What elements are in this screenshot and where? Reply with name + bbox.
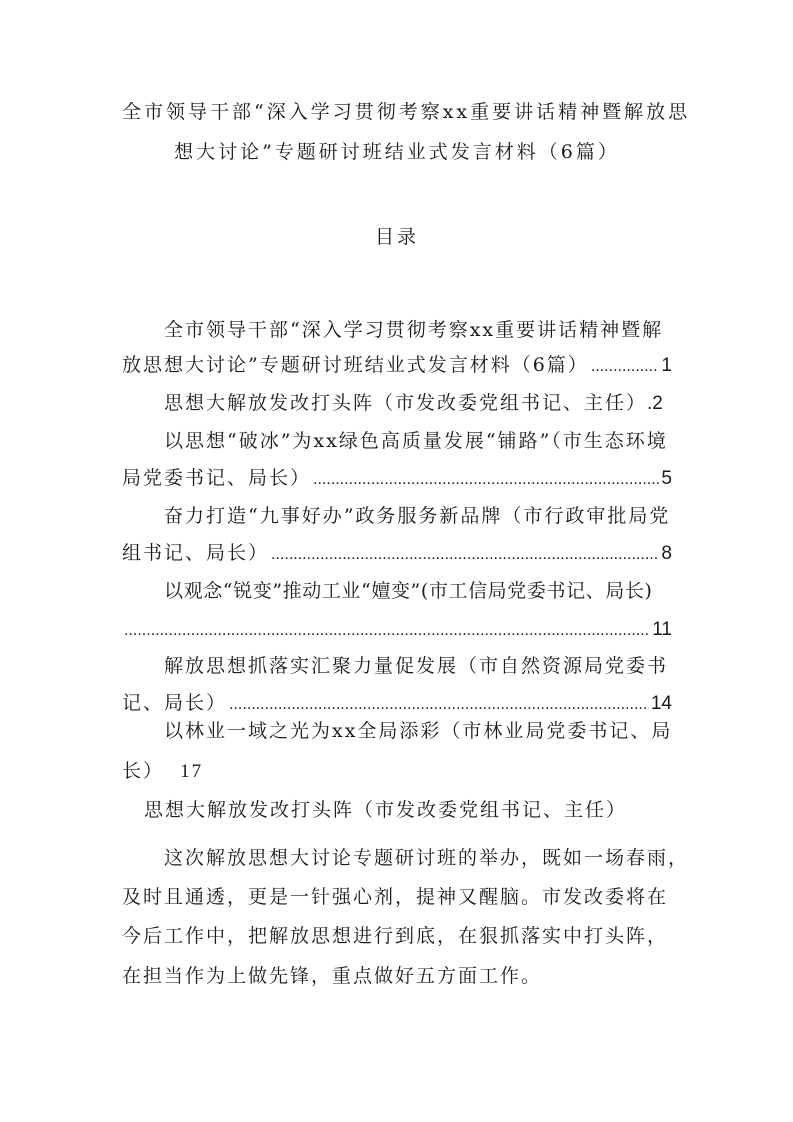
paragraph-line: 这次解放思想大讨论专题研讨班的举办，既如一场春雨， xyxy=(164,847,690,869)
toc-entry-3-line-2[interactable] xyxy=(122,465,672,491)
toc-entry-1-line-1[interactable]: 全市领导干部“深入学习贯彻考察xx重要讲话精神暨解 xyxy=(164,319,664,341)
toc-text: 记、局长） xyxy=(122,692,228,714)
leader-dots xyxy=(124,616,650,644)
leader-dots xyxy=(313,465,659,493)
toc-text: 组书记、局长） xyxy=(122,542,270,564)
toc-page-number: 17 xyxy=(180,761,204,782)
toc-entry-4-line-2[interactable] xyxy=(122,540,672,566)
paragraph-line: 及时且通透，更是一针强心剂，提神又醒脑。市发改委将在 xyxy=(122,886,669,908)
toc-entry-5-line-2[interactable] xyxy=(122,616,672,642)
toc-entry-7-line-1[interactable]: 以林业一域之光为xx全局添彩（市林业局党委书记、局 xyxy=(164,720,673,742)
toc-page-number: 11 xyxy=(652,619,672,640)
toc-entry-2[interactable] xyxy=(122,390,672,416)
toc-entry-6-line-1[interactable]: 解放思想抓落实汇聚力量促发展（市自然资源局党委书 xyxy=(164,655,669,677)
toc-entry-5-line-1[interactable]: 以观念“锐变”推动工业“嬗变”(市工信局党委书记、局长) xyxy=(164,580,653,602)
toc-entry-1-line-2[interactable] xyxy=(122,352,672,378)
doc-title-line-2: 想大讨论”专题研讨班结业式发言材料（6篇） xyxy=(174,141,620,163)
section-heading: 思想大解放发改打头阵（市发改委党组书记、主任） xyxy=(144,799,628,821)
toc-entry-4-line-1[interactable]: 奋力打造“九事好办”政务服务新品牌（市行政审批局党 xyxy=(164,505,671,527)
toc-text: 长） xyxy=(122,760,165,782)
toc-entry-3-line-1[interactable]: 以思想“破冰”为xx绿色高质量发展“铺路”（市生态环境 xyxy=(164,430,668,452)
toc-page-number: 14 xyxy=(650,693,672,714)
leader-dots xyxy=(591,352,660,380)
toc-entry-7-line-2[interactable] xyxy=(122,758,672,784)
doc-title-line-1: 全市领导干部“深入学习贯彻考察xx重要讲话精神暨解放思 xyxy=(122,101,691,123)
toc-text: 放思想大讨论”专题研讨班结业式发言材料（6篇） xyxy=(122,354,589,376)
toc-heading: 目录 xyxy=(374,226,419,248)
toc-page-number: 8 xyxy=(661,543,672,564)
toc-text: 局党委书记、局长） xyxy=(122,467,312,489)
toc-page-number: 1 xyxy=(661,355,672,376)
paragraph-line: 今后工作中，把解放思想进行到底，在狠抓落实中打头阵， xyxy=(122,925,669,947)
paragraph-line: 在担当作为上做先锋，重点做好五方面工作。 xyxy=(122,965,543,987)
toc-page-value: 2 xyxy=(652,393,663,414)
toc-text: 思想大解放发改打头阵（市发改委党组书记、主任） xyxy=(164,392,648,414)
leader-dots xyxy=(229,690,649,718)
toc-entry-6-line-2[interactable] xyxy=(122,690,672,716)
toc-page-number: 5 xyxy=(661,468,672,489)
toc-page-number: .2 xyxy=(647,393,663,414)
leader-dots xyxy=(271,540,659,568)
